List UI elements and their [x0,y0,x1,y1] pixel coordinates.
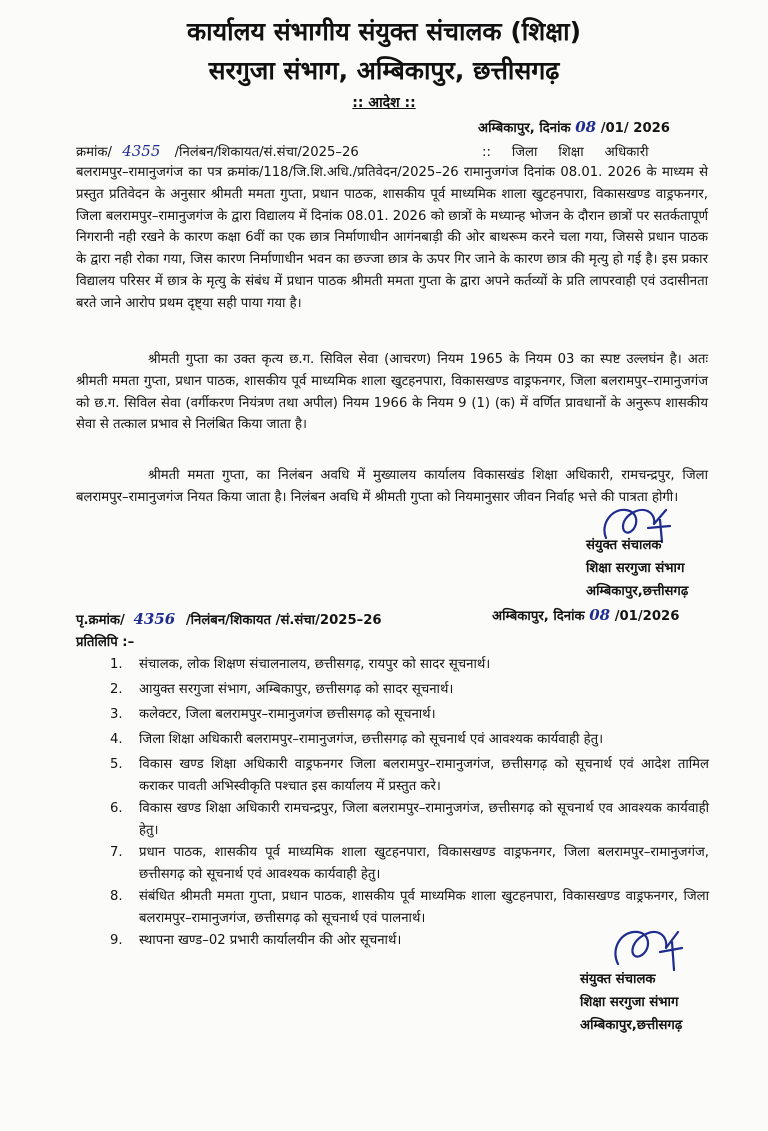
endorsement-number [76,610,382,628]
list-item-text: जिला शिक्षा अधिकारी बलरामपुर–रामानुजगंज, छत्तीसगढ़ को सूचनार्थ एवं आवश्यक कार्यवाही हेतु। [139,732,604,747]
endorsement-date [492,606,679,624]
list-item-text: विकास खण्ड शिक्षा अधिकारी रामचन्द्रपुर, जिला बलरामपुर–रामानुजगंज, छत्तीसगढ़ को सूचनार्थ एव आवश्यक कार्यवाही हेतु। [139,801,709,838]
order-date-prefix: अम्बिकापुर, दिनांक [478,121,571,136]
order-date-day: 08 [575,118,597,136]
endorsement-date-prefix: अम्बिकापुर, दिनांक [492,609,585,624]
list-item-text: आयुक्त सरगुजा संभाग, अम्बिकापुर, छत्तीसगढ़ को सादर सूचनार्थ। [139,682,454,697]
office-location: सरगुजा संभाग, अम्बिकापुर, छत्तीसगढ़ [208,56,560,85]
list-item-text: संबंधित श्रीमती ममता गुप्ता, प्रधान पाठक, शासकीय पूर्व माध्यमिक शाला खुटहनपारा, विकासखण्ड वाड्रफनगर, जिला बलरामपुर–रामानुजगंज, छत्तीसगढ़ को सूचनार्थ एवं पालनार्थ। [139,889,709,926]
copy-label: प्रतिलिपि :– [76,635,135,650]
signatory-office: शिक्षा सरगुजा संभाग [580,995,679,1010]
signature-block-2 [580,968,682,1037]
order-paragraph-2: श्रीमती गुप्ता का उक्त कृत्य छ.ग. सिविल सेवा (आचरण) नियम 1965 के नियम 03 का स्पष्ट उल्लघंन है। अतः श्रीमती ममता गुप्ता, प्रधान पाठक, शासकीय पूर्व माध्यमिक शाला खुटहनपारा, विकासखण्ड वाड्रफनगर, जिला बलरामपुर–रामानुजगंज को छ.ग. सिविल सेवा (वर्गीकरण नियंत्रण तथा अपील) नियम 1966 के नियम 9 (1) (क) में वर्णित प्रावधानों के अनुरूप शासकीय सेवा से तत्काल प्रभाव से निलंबित किया जाता है। [76,352,708,433]
order-heading: :: आदेश :: [352,95,416,111]
endorsement-date-day: 08 [589,606,611,624]
order-number [76,142,359,160]
list-item-number: 4. [110,732,123,747]
office-title: कार्यालय संभागीय संयुक्त संचालक (शिक्षा) [186,17,582,46]
list-item-text: संचालक, लोक शिक्षण संचालनालय, छत्तीसगढ़, रायपुर को सादर सूचनार्थ। [139,657,491,672]
order-paragraph-1: बलरामपुर–रामानुजगंज का पत्र क्रमांक/118/जि.शि.अधि./प्रतिवेदन/2025–26 रामानुजगंज दिनांक 08.01. 2026 के माध्यम से प्रस्तुत प्रतिवेदन के अनुसार श्रीमती ममता गुप्ता, प्रधान पाठक, शासकीय पूर्व माध्यमिक शाला खुटहनपारा, विकासखण्ड वाड्रफनगर, जिला बलरामपुर–रामानुजगंज के द्वारा विद्यालय में दिनांक 08.01. 2026 को छात्रों के मध्यान्ह भोजन के दौरान छात्रों पर सतर्कतापूर्ण निगरानी नही रखने के कारण कक्षा 6वीं का एक छात्र निर्माणाधीन आगंनबाड़ी की ओर बाथरूम करने चला गया, जिससे प्रधान पाठक के द्वारा नही रोका गया, जिस कारण निर्माणाधीन भवन का छज्जा छात्र के ऊपर गिर जाने के कारण छात्र की मृत्यु हो गई है। इस प्रकार विद्यालय परिसर में छात्र के मृत्यु के संबंध में प्रधान पाठक श्रीमती ममता गुप्ता के द्वारा अपने कर्तव्यों के प्रति लापरवाही एवं उदासीनता बरते जाने आरोप प्रथम दृष्ट्या सही पाया गया है। [76,165,708,311]
order-date-rest: /01/ 2026 [600,121,670,136]
signature-scrawl-2 [606,918,686,974]
endorsement-date-rest: /01/2026 [614,609,680,624]
endorsement-number-label: पृ.क्रमांक/ [76,613,125,628]
order-number-label: क्रमांक/ [76,145,113,160]
list-item-number: 5. [110,757,123,772]
signature-block-1 [586,534,688,603]
signatory-office: शिक्षा सरगुजा संभाग [586,561,685,576]
list-item-text: प्रधान पाठक, शासकीय पूर्व माध्यमिक शाला खुटहनपारा, विकासखण्ड वाड्रफनगर, जिला बलरामपुर–रामानुजगंज, छत्तीसगढ़ को सूचनार्थ एवं आवश्यक कार्यवाही हेतु। [139,845,709,882]
signatory-designation: संयुक्त संचालक [580,972,656,987]
order-paragraph-3: श्रीमती ममता गुप्ता, का निलंबन अवधि में मुख्यालय कार्यालय विकासखंड शिक्षा अधिकारी, रामचन्द्रपुर, जिला बलरामपुर–रामानुजगंज नियत किया जाता है। निलंबन अवधि में श्रीमती गुप्ता को नियमानुसार जीवन निर्वाह भत्ते की पात्रता होगी। [76,468,708,505]
order-number-suffix: /निलंबन/शिकायत/सं.संचा/2025–26 [174,145,359,160]
order-date [478,118,670,136]
list-item-number: 9. [110,933,123,948]
list-item-text: स्थापना खण्ड–02 प्रभारी कार्यालयीन की ओर सूचनार्थ। [139,933,402,948]
list-item-number: 2. [110,682,123,697]
list-item-text: कलेक्टर, जिला बलरामपुर–रामानुजगंज छत्तीसगढ़ को सूचनार्थ। [139,707,436,722]
signatory-designation: संयुक्त संचालक [586,538,662,553]
list-item-number: 3. [110,707,123,722]
list-item-number: 6. [110,801,123,816]
list-item-number: 7. [110,845,123,860]
signatory-location: अम्बिकापुर,छत्तीसगढ़ [580,1018,683,1033]
list-item-number: 8. [110,889,123,904]
para1-first-line-end: :: जिला शिक्षा अधिकारी [482,145,649,160]
signatory-location: अम्बिकापुर,छत्तीसगढ़ [586,584,689,599]
list-item-text: विकास खण्ड शिक्षा अधिकारी वाड्रफनगर जिला बलरामपुर–रामानुजगंज, छत्तीसगढ़ को सूचनार्थ एवं आदेश तामिल कराकर पावती अभिस्वीकृति पश्चात इस कार्यालय में प्रस्तुत करे। [139,757,709,794]
list-item-number: 1. [110,657,123,672]
endorsement-number-value: 4356 [133,610,176,628]
endorsement-number-suffix: /निलंबन/शिकायत /सं.संचा/2025–26 [185,613,382,628]
order-number-value: 4355 [122,142,161,160]
